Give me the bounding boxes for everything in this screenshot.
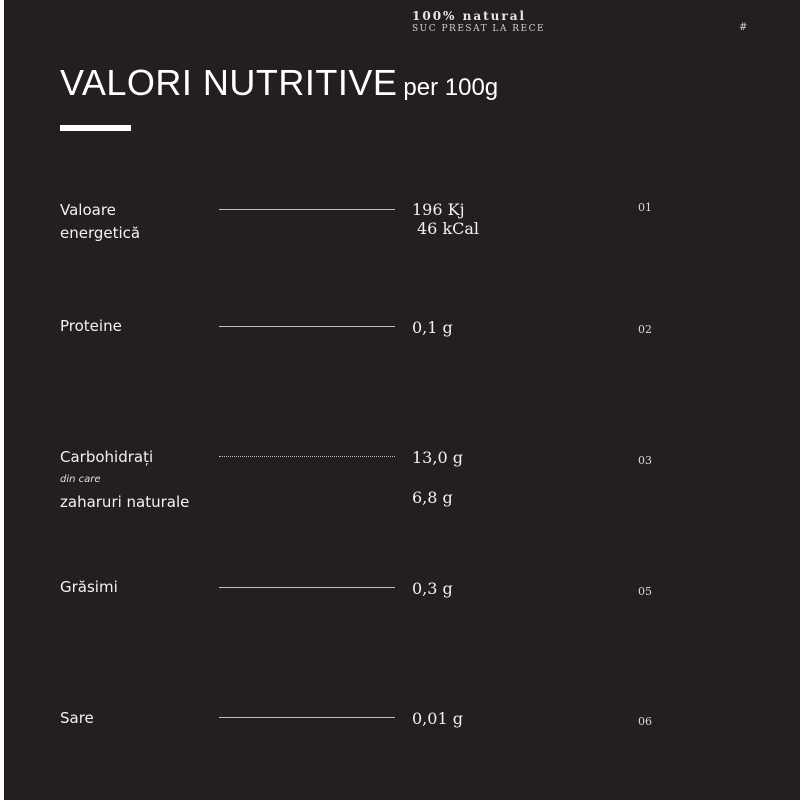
carbs-label: Carbohidrați [60, 448, 154, 466]
title-unit: per 100g [403, 74, 499, 101]
nutrition-panel [4, 0, 800, 800]
sugars-label: zaharuri naturale [60, 493, 190, 511]
fat-label: Grăsimi [60, 578, 118, 596]
protein-number: 02 [638, 323, 652, 336]
carbs-value: 13,0 g [412, 448, 463, 467]
title-underline [60, 125, 131, 131]
energy-rule [219, 209, 395, 210]
energy-label-line2: energetică [60, 224, 141, 242]
brand-subtitle: SUC PRESAT LA RECE [412, 24, 546, 34]
energy-number: 01 [638, 201, 652, 214]
energy-value-kcal: 46 kCal [417, 219, 480, 238]
salt-rule [219, 717, 395, 718]
brand-block [412, 9, 545, 35]
energy-value-kj: 196 Kj [412, 200, 465, 219]
protein-rule [219, 326, 395, 327]
page-title [60, 62, 498, 104]
fat-rule [219, 587, 395, 588]
protein-label: Proteine [60, 317, 122, 335]
fat-value: 0,3 g [412, 579, 453, 598]
salt-number: 06 [638, 715, 652, 728]
brand-tagline: 100% natural [412, 9, 527, 23]
fat-number: 05 [638, 585, 652, 598]
carbs-number: 03 [638, 454, 652, 467]
carbs-rule [219, 456, 395, 457]
sugars-value: 6,8 g [412, 488, 453, 507]
energy-label-line1: Valoare [60, 201, 116, 219]
salt-value: 0,01 g [412, 709, 463, 728]
protein-value: 0,1 g [412, 318, 453, 337]
hash-mark: # [739, 22, 748, 33]
salt-label: Sare [60, 709, 94, 727]
carbs-of-which: din care [60, 474, 101, 485]
energy-label [60, 199, 140, 245]
title-text: VALORI NUTRITIVE [60, 62, 398, 103]
energy-value [412, 200, 479, 238]
